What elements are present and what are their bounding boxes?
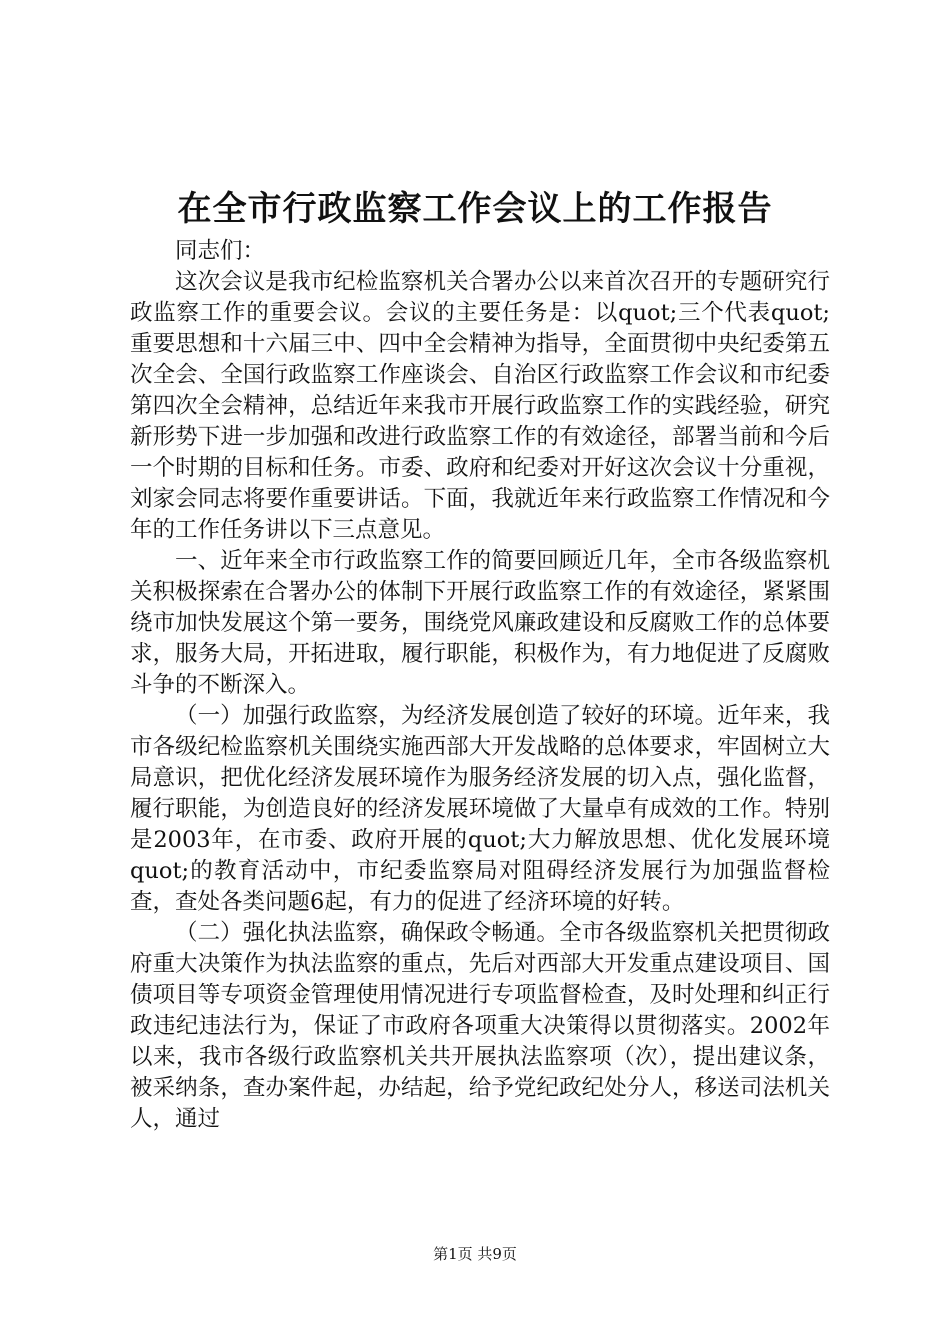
body-paragraph: 这次会议是我市纪检监察机关合署办公以来首次召开的专题研究行政监察工作的重要会议。会议的主要任务是：以quot;三个代表quot;重要思想和十六届三中、四中全会精神为指导，全面贯彻中央纪委第五次全会、全国行政监察工作座谈会、自治区行政监察工作会议和市纪委第四次全会精神，总结近年来我市开展行政监察工作的实践经验，研究新形势下进一步加强和改进行政监察工作的有效途径，部署当前和今后一个时期的目标和任务。市委、政府和纪委对开好这次会议十分重视，刘家会同志将要作重要讲话。下面，我就近年来行政监察工作情况和今年的工作任务讲以下三点意见。 xyxy=(130,269,830,543)
body-paragraph: 一、近年来全市行政监察工作的简要回顾近几年，全市各级监察机关积极探索在合署办公的体制下开展行政监察工作的有效途径，紧紧围绕市加快发展这个第一要务，围绕党风廉政建设和反腐败工作的总体要求，服务大局，开拓进取，履行职能，积极作为，有力地促进了反腐败斗争的不断深入。 xyxy=(130,548,830,698)
body-paragraph: （二）强化执法监察，确保政令畅通。全市各级监察机关把贯彻政府重大决策作为执法监察的重点，先后对西部大开发重点建设项目、国债项目等专项资金管理使用情况进行专项监督检查，及时处理和纠正行政违纪违法行为，保证了市政府各项重大决策得以贯彻落实。2002年以来，我市各级行政监察机关共开展执法监察项（次），提出建议条，被采纳条，查办案件起，办结起，给予党纪政纪处分人，移送司法机关人，通过 xyxy=(130,920,830,1132)
page-number-footer: 第1页 共9页 xyxy=(433,1245,517,1263)
salutation-paragraph: 同志们： xyxy=(175,238,266,264)
document-title: 在全市行政监察工作会议上的工作报告 xyxy=(177,189,773,229)
document-body xyxy=(130,236,830,1135)
body-paragraph: （一）加强行政监察，为经济发展创造了较好的环境。近年来，我市各级纪检监察机关围绕实施西部大开发战略的总体要求，牢固树立大局意识，把优化经济发展环境作为服务经济发展的切入点，强化监督，履行职能，为创造良好的经济发展环境做了大量卓有成效的工作。特别是2003年，在市委、政府开展的quot;大力解放思想、优化发展环境quot;的教育活动中，市纪委监察局对阻碍经济发展行为加强监督检查，查处各类问题6起，有力的促进了经济环境的好转。 xyxy=(130,703,830,915)
